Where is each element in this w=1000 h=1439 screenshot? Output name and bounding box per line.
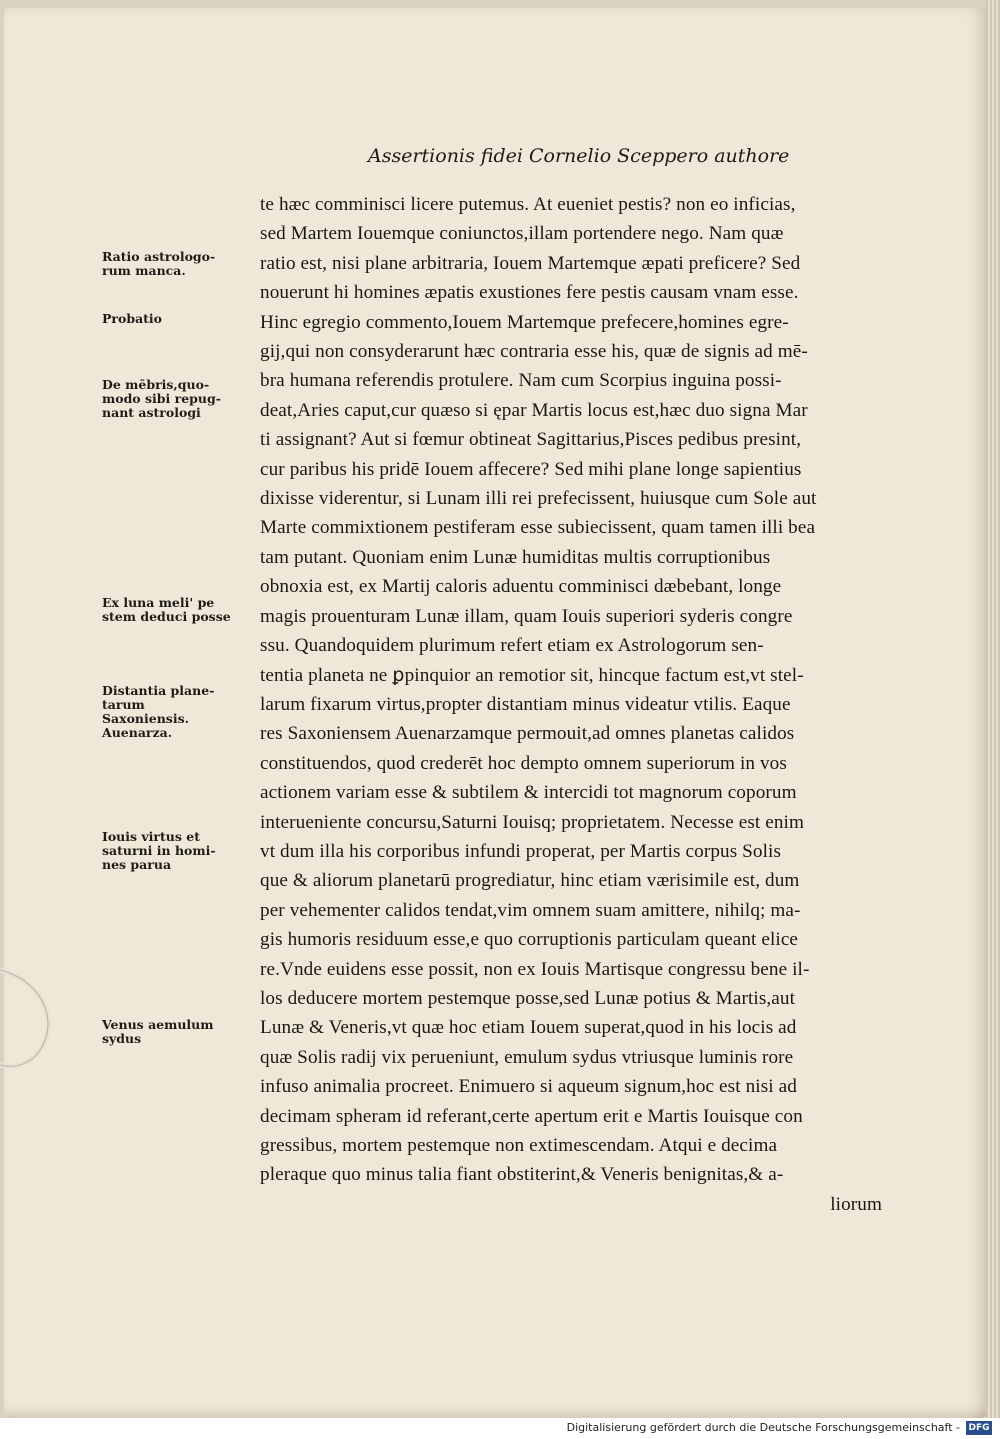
margin-note-line: De mēbris,quo- bbox=[102, 377, 210, 392]
margin-note-iouis-virtus bbox=[102, 830, 252, 872]
margin-note-line: stem deduci posse bbox=[102, 609, 231, 624]
body-line: gressibus, mortem pestemque non extimescendam. Atqui e decima bbox=[260, 1135, 778, 1156]
body-line: Marte commixtionem pestiferam esse subiecissent, quam tamen illi bea bbox=[260, 517, 816, 539]
body-line: deat,Aries caput,cur quæso si ępar Martis locus est,hæc duo signa Mar bbox=[260, 399, 808, 421]
body-line: nouerunt hi homines æpatis exustiones fere pestis causam vnam esse. bbox=[260, 282, 799, 304]
body-line: los deducere mortem pestemque posse,sed Lunæ potius & Martis,aut bbox=[260, 987, 796, 1009]
margin-note-line: Ex luna meli' pe bbox=[102, 595, 215, 610]
margin-note-line: rum manca. bbox=[102, 263, 186, 278]
margin-note-line: Iouis virtus et bbox=[102, 829, 200, 844]
body-line: sed Martem Iouemque coniunctos,illam portendere nego. Nam quæ bbox=[260, 223, 784, 245]
margin-note-distantia bbox=[102, 684, 252, 740]
body-line: tentia planeta ne ꝑpinquior an remotior sit, hincque factum est,vt stel- bbox=[260, 664, 804, 686]
body-line: tam putant. Quoniam enim Lunæ humiditas multis corruptionibus bbox=[260, 546, 771, 568]
binding-thread bbox=[0, 960, 60, 1090]
page-edge-stack bbox=[986, 0, 1000, 1418]
body-line: res Saxoniensem Auenarzamque permouit,ad omnes planetas calidos bbox=[260, 723, 795, 745]
body-line: gis humoris residuum esse,e quo corruptionis particulam queant elice bbox=[260, 929, 799, 951]
body-line: obnoxia est, ex Martij caloris aduentu comminisci dæbebant, longe bbox=[260, 576, 782, 598]
margin-note-line: Probatio bbox=[102, 311, 163, 326]
margin-note-line: saturni in homi- bbox=[102, 843, 216, 858]
digitization-footer bbox=[0, 1418, 1000, 1439]
margin-note-line: modo sibi repug- bbox=[102, 391, 221, 406]
body-line: te hæc comminisci licere putemus. At eueniet pestis? non eo inficias, bbox=[260, 194, 796, 215]
body-line: Lunæ & Veneris,vt quæ hoc etiam Iouem superat,quod in his locis ad bbox=[260, 1017, 797, 1039]
margin-note-venus bbox=[102, 1018, 252, 1046]
body-line: magis prouenturam Lunæ illam, quam Iouis superiori syderis congre bbox=[260, 605, 793, 627]
body-text bbox=[260, 190, 882, 1219]
body-line: larum fixarum virtus,propter distantiam minus videatur vtilis. Eaque bbox=[260, 693, 791, 715]
dfg-logo: DFG bbox=[966, 1421, 992, 1435]
body-line: re.Vnde euidens esse possit, non ex Iouis Martisque congressu bene il- bbox=[260, 958, 810, 980]
margin-note-line: Auenarza. bbox=[102, 725, 173, 740]
body-line: quæ Solis radij vix perueniunt, emulum sydus vtriusque luminis rore bbox=[260, 1046, 794, 1068]
body-line: actionem variam esse & subtilem & intercidi tot magnorum coporum bbox=[260, 782, 797, 804]
body-line: ti assignant? Aut si fœmur obtineat Sagittarius,Pisces pedibus presint, bbox=[260, 429, 802, 451]
margin-note-line: Venus aemulum bbox=[102, 1017, 214, 1032]
body-line: ratio est, nisi plane arbitraria, Iouem Martemque æpati preficere? Sed bbox=[260, 252, 801, 274]
body-line: gij,qui non consyderarunt hæc contraria esse his, quæ de signis ad mē- bbox=[260, 341, 808, 363]
funding-notice: Digitalisierung gefördert durch die Deutsche Forschungsgemeinschaft - bbox=[566, 1421, 960, 1434]
body-line: que & aliorum planetarū progrediatur, hinc etiam værisimile est, dum bbox=[260, 870, 800, 892]
body-line: interueniente concursu,Saturni Iouisq; proprietatem. Necesse est enim bbox=[260, 811, 804, 833]
margin-note-line: nes parua bbox=[102, 857, 172, 872]
margin-note-de-membris bbox=[102, 378, 252, 420]
body-line: Hinc egregio commento,Iouem Martemque prefecere,homines egre- bbox=[260, 311, 789, 333]
margin-note-ratio-astrologorum bbox=[102, 250, 252, 278]
body-line: dixisse viderentur, si Lunam illi rei prefecissent, huiusque cum Sole aut bbox=[260, 488, 817, 510]
body-line: bra humana referendis protulere. Nam cum Scorpius inguina possi- bbox=[260, 370, 782, 392]
body-line: pleraque quo minus talia fiant obstiterint,& Veneris benignitas,& a- bbox=[260, 1164, 784, 1186]
body-line: ssu. Quandoquidem plurimum refert etiam ex Astrologorum sen- bbox=[260, 635, 764, 657]
margin-note-line: Saxoniensis. bbox=[102, 711, 189, 726]
catchword: liorum bbox=[830, 1193, 882, 1215]
body-line: per vehementer calidos tendat,vim omnem suam amittere, nihilq; ma- bbox=[260, 899, 801, 921]
margin-note-line: Distantia plane- bbox=[102, 683, 215, 698]
running-head: Assertionis fidei Cornelio Sceppero authore bbox=[368, 145, 790, 167]
margin-note-probatio bbox=[102, 312, 252, 326]
margin-note-ex-luna bbox=[102, 596, 252, 624]
body-line: vt dum illa his corporibus infundi properat, per Martis corpus Solis bbox=[260, 840, 782, 862]
margin-note-line: nant astrologi bbox=[102, 405, 201, 420]
body-line: cur paribus his pridē Iouem affecere? Sed mihi plane longe sapientius bbox=[260, 458, 802, 480]
body-line: decimam spheram id referant,certe apertum erit e Martis Iouisque con bbox=[260, 1105, 803, 1127]
margin-note-line: sydus bbox=[102, 1031, 142, 1046]
body-line: infuso animalia procreet. Enimuero si aqueum signum,hoc est nisi ad bbox=[260, 1076, 797, 1098]
body-line: constituendos, quod crederēt hoc dempto omnem superiorum in vos bbox=[260, 752, 787, 774]
margin-note-line: tarum bbox=[102, 697, 145, 712]
margin-note-line: Ratio astrologo- bbox=[102, 249, 216, 264]
